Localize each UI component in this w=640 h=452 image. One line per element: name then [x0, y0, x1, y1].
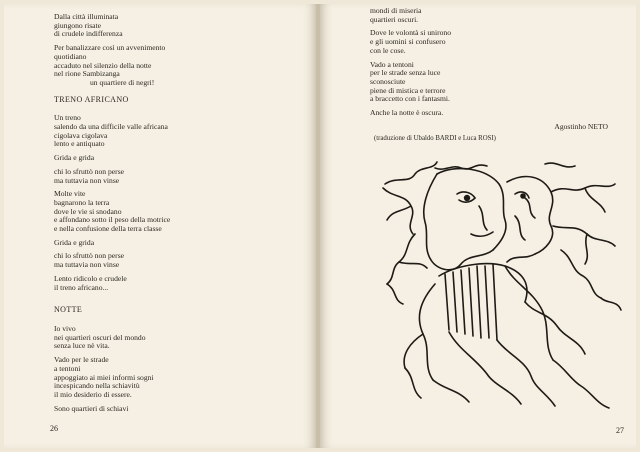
verse-line: ma tuttavia non vinse — [54, 260, 120, 270]
verse-line: il treno africano... — [54, 282, 109, 292]
right-page-text — [370, 7, 620, 144]
poem-title-treno-africano: TRENO AFRICANO — [54, 94, 129, 104]
verse-line: dove le vie si snodano — [54, 206, 122, 216]
verse-line: Vado a tentoni — [370, 59, 414, 69]
stanza — [54, 13, 304, 39]
left-page — [4, 4, 316, 448]
verse-line: incespicando nella schiavitù — [54, 381, 140, 391]
verse-line: quotidiano — [54, 51, 87, 61]
stanza — [54, 252, 304, 269]
stanza — [54, 356, 304, 400]
verse-line: per le strade senza luce — [370, 68, 441, 78]
verse-line: e gli uomini si confusero — [370, 37, 446, 47]
stanza — [370, 29, 620, 55]
verse-line: giungono risate — [54, 20, 102, 30]
verse-line: e nella confusione della terra classe — [54, 224, 162, 234]
stanza — [54, 168, 304, 185]
verse-line: Grida e grida — [54, 153, 95, 163]
stanza — [54, 275, 304, 292]
verse-line: Grida e grida — [54, 237, 95, 247]
verse-line: Dove le volontà si unirono — [370, 28, 451, 38]
verse-line: Dalla città illuminata — [54, 12, 119, 21]
verse-line: a braccetto con i fantasmi. — [370, 94, 450, 104]
stanza — [370, 7, 620, 24]
verse-line: Io vivo — [54, 323, 76, 333]
verse-line: Per banalizzare così un avvenimento — [54, 43, 166, 53]
stanza — [54, 114, 304, 149]
verse-line: appoggiato ai miei informi sogni — [54, 372, 154, 382]
verse-line: piene di mistica e terrore — [370, 85, 446, 95]
verse-line: lento e antiquato — [54, 139, 105, 149]
stanza — [54, 190, 304, 234]
stanza — [54, 325, 304, 351]
verse-line: quartieri oscuri. — [370, 14, 419, 24]
verse-line: Anche la notte è oscura. — [370, 108, 444, 118]
ink-illustration — [375, 154, 625, 412]
verse-line: nel rione Sambizanga — [54, 69, 120, 79]
verse-line: cigolava cigolava — [54, 130, 108, 140]
left-page-text — [54, 13, 304, 418]
right-page — [320, 4, 636, 448]
poem-title-notte: NOTTE — [54, 305, 83, 315]
verse-line: sconosciute — [370, 76, 406, 86]
verse-line: Vado per le strade — [54, 355, 109, 365]
verse-line: il mio desiderio di essere. — [54, 389, 132, 399]
verse-line: Sono quartieri di schiavi — [54, 403, 129, 413]
verse-line: salendo da una difficile valle africana — [54, 122, 168, 132]
verse-line: accaduto nel silenzio della notte — [54, 60, 152, 70]
stanza — [370, 61, 620, 105]
verse-line: e affondano sotto il peso della motrice — [54, 215, 171, 225]
verse-line: Molte vite — [54, 189, 86, 199]
verse-line: di crudele indifferenza — [54, 29, 123, 39]
verse-line: Un treno — [54, 113, 81, 123]
verse-line: mondi di miseria — [370, 6, 422, 15]
verse-line: con le cose. — [370, 45, 406, 55]
translation-credit: (traduzione di Ubaldo BARDI e Luca ROSI) — [374, 135, 496, 143]
page-number-right: 27 — [616, 426, 624, 435]
verse-line: chi lo sfruttò non perse — [54, 251, 125, 261]
stanza — [54, 154, 304, 163]
page-number-left: 26 — [50, 424, 58, 433]
verse-line: a tentoni — [54, 363, 81, 373]
verse-line: nei quartieri oscuri del mondo — [54, 332, 146, 342]
verse-line: un quartiere di negri! — [90, 77, 155, 87]
stanza — [54, 405, 304, 414]
verse-line: Lento ridicolo e crudele — [54, 273, 127, 283]
stanza — [370, 109, 620, 118]
stanza — [54, 44, 304, 88]
verse-line: senza luce nè vita. — [54, 341, 110, 351]
verse-line: chi lo sfruttò non perse — [54, 166, 125, 176]
verse-line: bagnarono la terra — [54, 197, 110, 207]
verse-line: ma tuttavia non vinse — [54, 175, 120, 185]
stanza — [54, 239, 304, 248]
author-signature: Agostinho NETO — [554, 121, 608, 131]
